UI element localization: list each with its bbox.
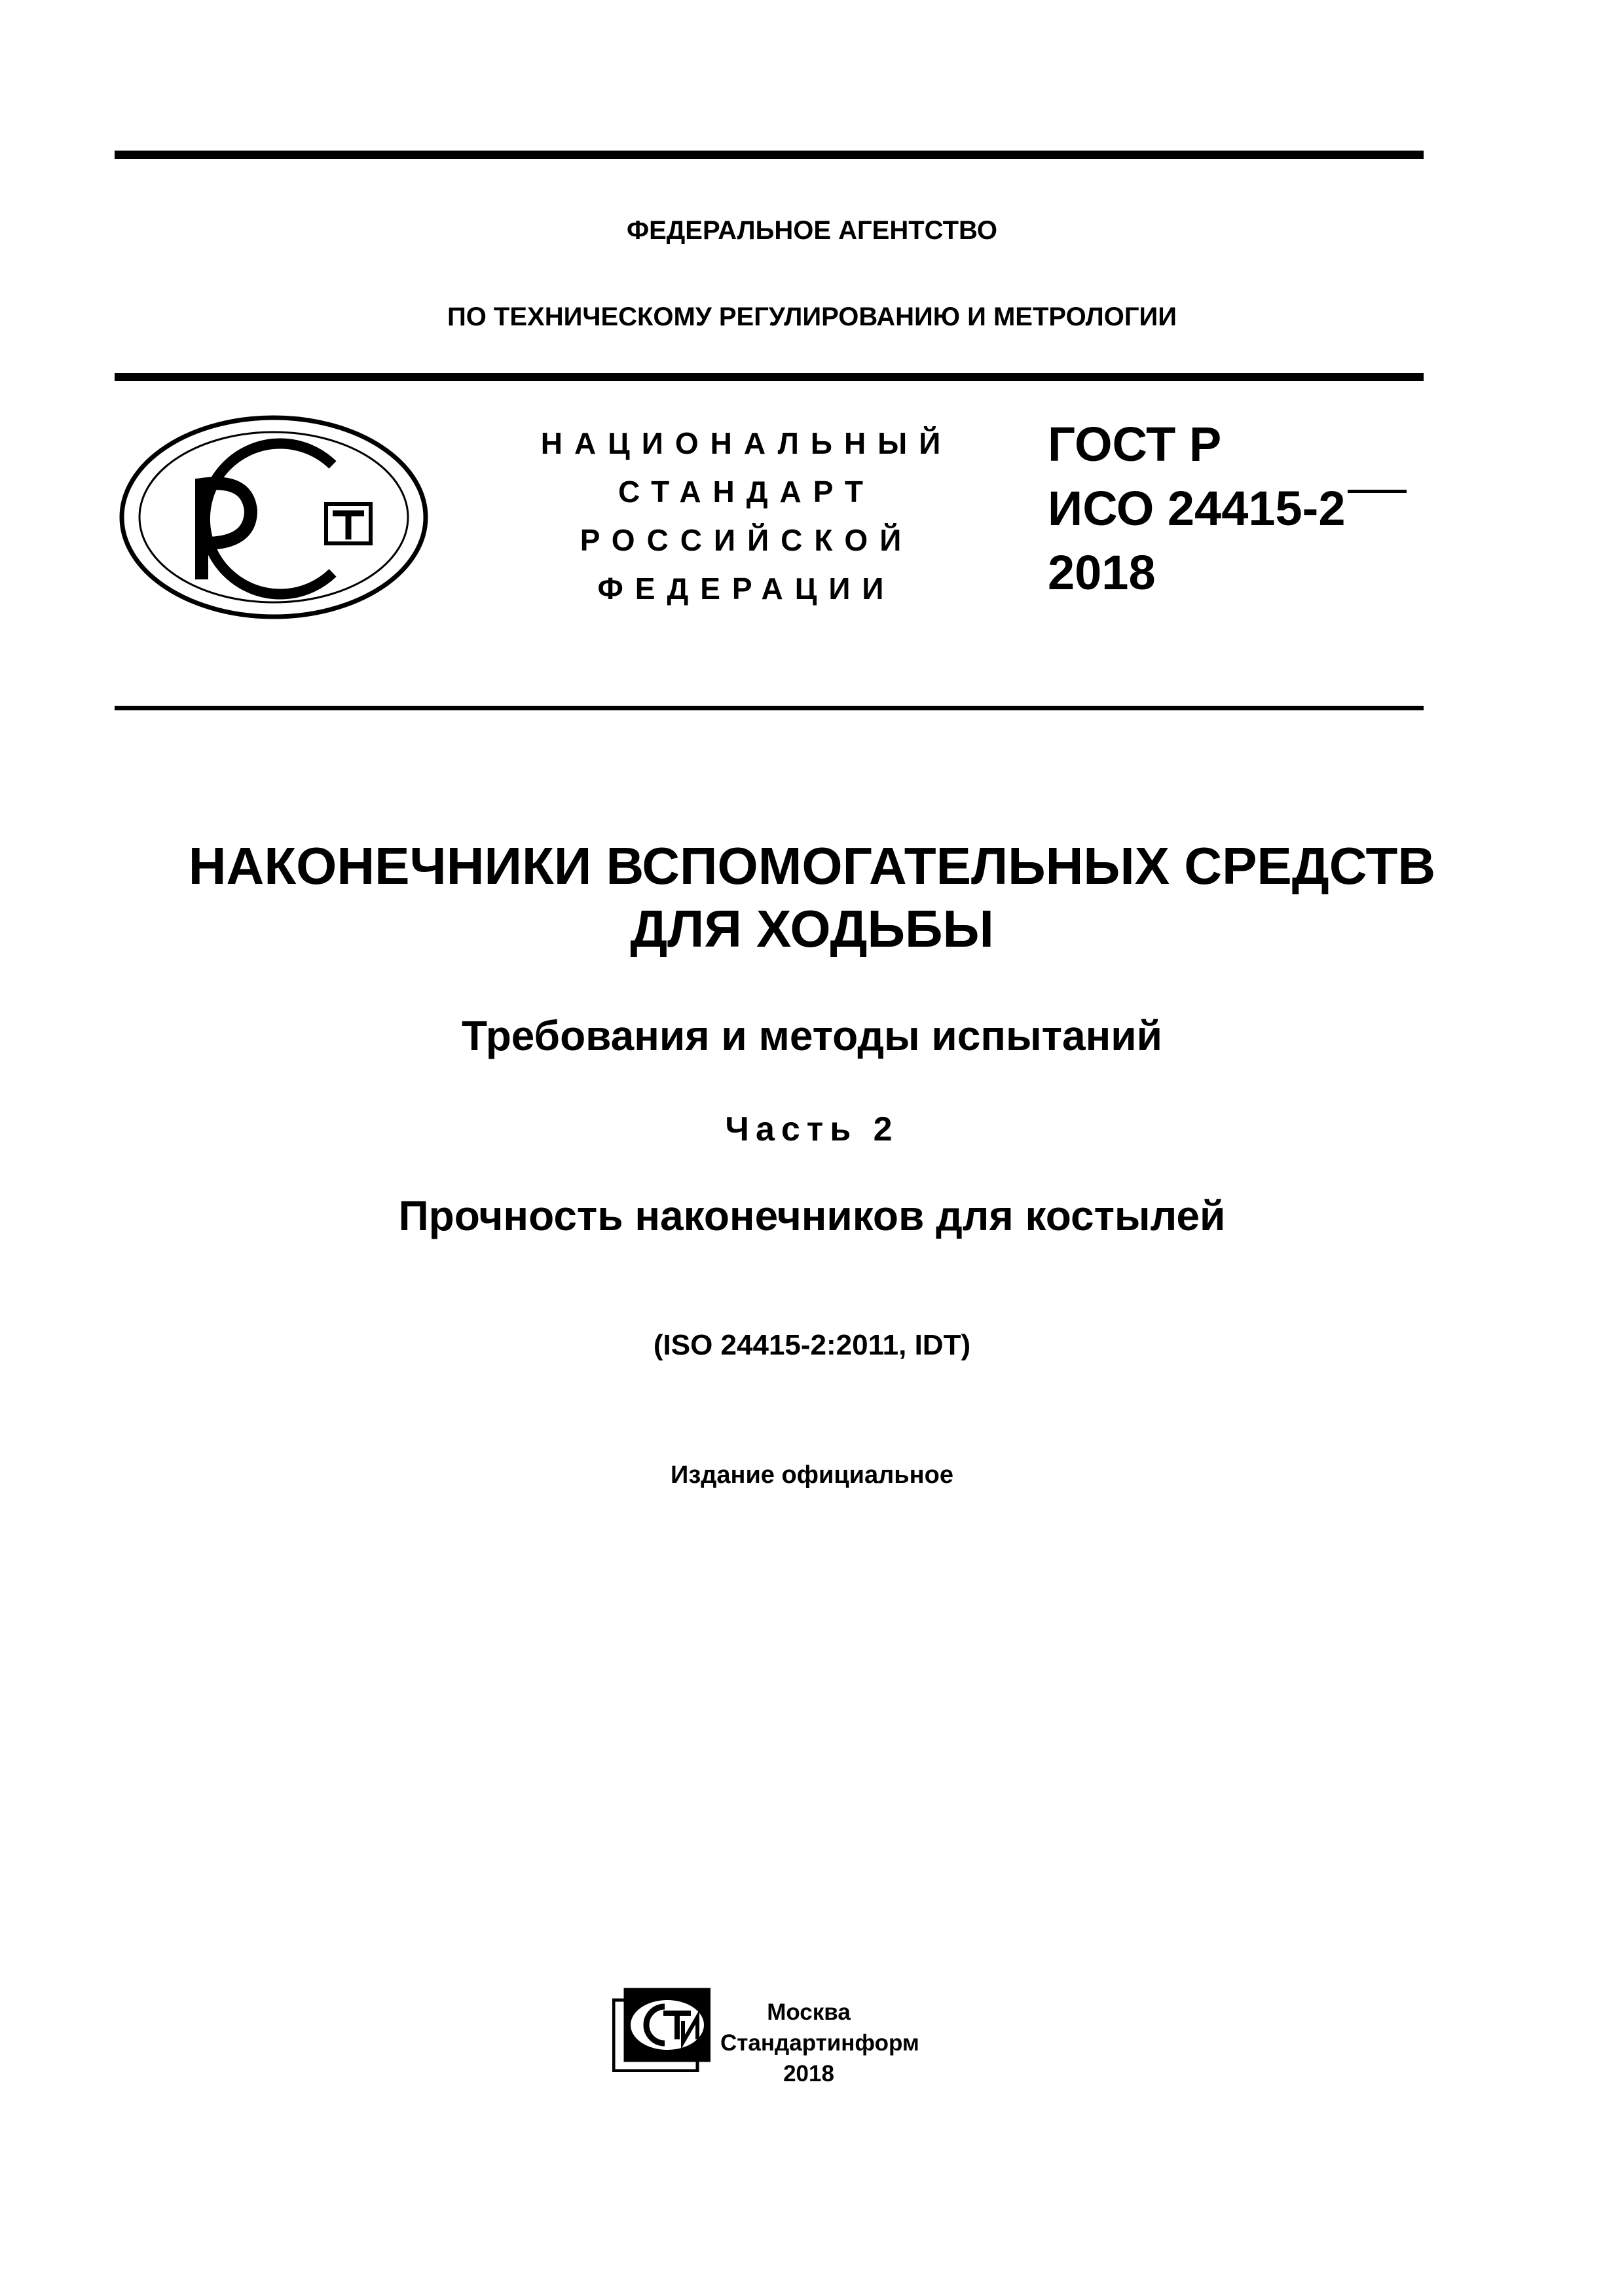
designation-line: 2018 xyxy=(1048,545,1156,600)
publisher-year: 2018 xyxy=(783,2061,834,2086)
standard-designation xyxy=(1048,412,1407,605)
edition-note: Издание официальное xyxy=(671,1461,953,1489)
header-rule xyxy=(115,373,1424,381)
dash-mark xyxy=(1348,490,1407,493)
status-line: СТАНДАРТ xyxy=(618,475,875,509)
status-line: НАЦИОНАЛЬНЫЙ xyxy=(540,426,953,460)
agency-line-1: ФЕДЕРАЛЬНОЕ АГЕНТСТВО xyxy=(626,216,998,245)
agency-line-2: ПО ТЕХНИЧЕСКОМУ РЕГУЛИРОВАНИЮ И МЕТРОЛОГИИ xyxy=(447,302,1177,331)
document-subtitle: Требования и методы испытаний xyxy=(462,1012,1162,1059)
standartinform-logo xyxy=(612,1987,710,2075)
publisher-city: Москва xyxy=(767,1999,851,2025)
document-title xyxy=(0,835,1624,960)
part-label: Часть 2 xyxy=(725,1110,899,1148)
section-rule xyxy=(115,706,1424,710)
title-line: НАКОНЕЧНИКИ ВСПОМОГАТЕЛЬНЫХ СРЕДСТВ xyxy=(188,837,1436,895)
status-line: РОССИЙСКОЙ xyxy=(580,523,913,557)
iso-reference: (ISO 24415-2:2011, IDT) xyxy=(653,1329,971,1361)
part-title: Прочность наконечников для костылей xyxy=(398,1192,1226,1239)
top-rule xyxy=(115,151,1424,159)
designation-line-number xyxy=(1048,477,1407,541)
designation-line: ГОСТ Р xyxy=(1048,417,1222,471)
title-line: ДЛЯ ХОДЬБЫ xyxy=(630,900,994,958)
rst-mark-logo xyxy=(117,412,431,625)
standard-status xyxy=(517,419,976,613)
designation-number: ИСО 24415-2 xyxy=(1048,481,1346,536)
status-line: ФЕДЕРАЦИИ xyxy=(597,572,896,606)
publisher-block xyxy=(720,1997,919,2089)
publisher-name: Стандартинформ xyxy=(720,2030,919,2056)
